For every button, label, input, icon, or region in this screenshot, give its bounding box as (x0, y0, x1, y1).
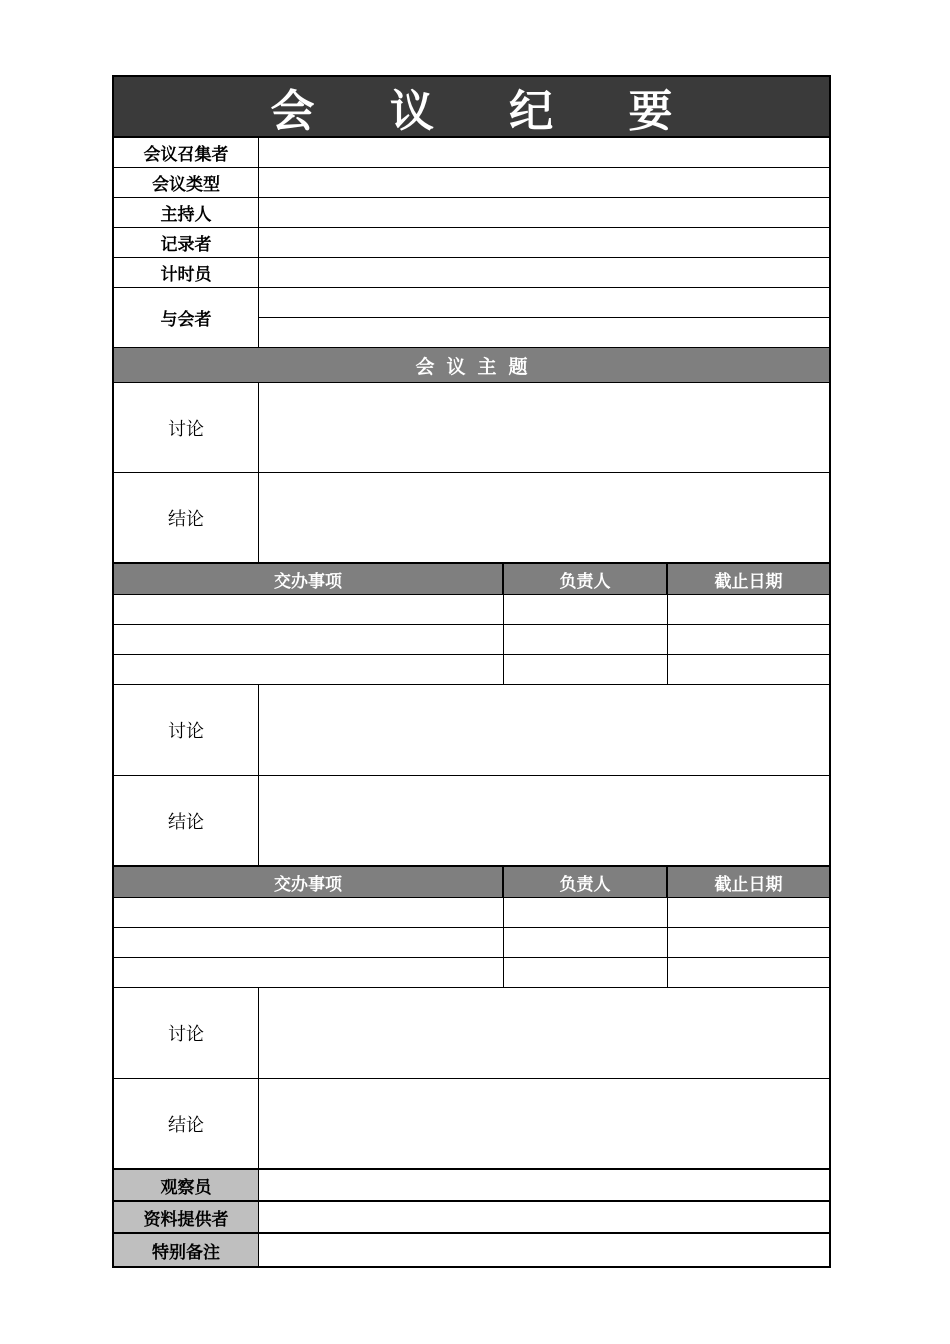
action-item-cell[interactable] (114, 958, 504, 987)
conclusion-field-2[interactable] (259, 776, 829, 865)
host-row (114, 198, 829, 228)
provider-field[interactable] (259, 1202, 829, 1232)
action-owner-cell[interactable] (504, 958, 668, 987)
action-deadline-cell[interactable] (668, 655, 829, 684)
table-row (114, 655, 829, 685)
table-row (114, 625, 829, 655)
action-item-cell[interactable] (114, 655, 504, 684)
conclusion-field-1[interactable] (259, 473, 829, 562)
discussion-row-1 (114, 382, 829, 473)
discussion-field-2[interactable] (259, 685, 829, 775)
conclusion-field-3[interactable] (259, 1079, 829, 1168)
col-owner-header: 负责人 (504, 564, 668, 594)
action-table-header-2 (114, 867, 829, 898)
notes-field[interactable] (259, 1234, 829, 1266)
col-item-header: 交办事项 (114, 867, 504, 897)
meeting-type-field[interactable] (259, 168, 829, 197)
attendees-field-2[interactable] (259, 318, 829, 347)
conclusion-row-2 (114, 776, 829, 867)
table-row (114, 928, 829, 958)
col-owner-header: 负责人 (504, 867, 668, 897)
attendees-field-1[interactable] (259, 288, 829, 318)
convener-row (114, 138, 829, 168)
provider-row (114, 1202, 829, 1234)
attendees-fields (259, 288, 829, 347)
action-deadline-cell[interactable] (668, 625, 829, 654)
form-title: 会 议 纪 要 (114, 77, 829, 138)
action-owner-cell[interactable] (504, 928, 668, 957)
host-label: 主持人 (114, 198, 259, 227)
col-deadline-header: 截止日期 (714, 874, 783, 895)
recorder-field[interactable] (259, 228, 829, 257)
host-field[interactable] (259, 198, 829, 227)
action-deadline-cell[interactable] (668, 958, 829, 987)
convener-label: 会议召集者 (114, 138, 259, 167)
discussion-row-3 (114, 988, 829, 1079)
discussion-row-2 (114, 685, 829, 776)
action-owner-cell[interactable] (504, 655, 668, 684)
meeting-type-label: 会议类型 (114, 168, 259, 197)
action-deadline-cell[interactable] (668, 928, 829, 957)
discussion-label-3: 讨论 (114, 988, 259, 1078)
discussion-label-2: 讨论 (114, 685, 259, 775)
recorder-label: 记录者 (114, 228, 259, 257)
meeting-minutes-form (112, 75, 831, 1268)
table-row (114, 898, 829, 928)
observer-field[interactable] (259, 1170, 829, 1200)
provider-label: 资料提供者 (114, 1202, 259, 1232)
action-item-cell[interactable] (114, 898, 504, 927)
action-table-header-1 (114, 564, 829, 595)
topic-header: 会议主题 (114, 348, 829, 382)
discussion-field-1[interactable] (259, 383, 829, 472)
col-deadline-header: 截止日期 (714, 571, 783, 592)
discussion-field-3[interactable] (259, 988, 829, 1078)
discussion-label-1: 讨论 (114, 383, 259, 472)
notes-row (114, 1234, 829, 1266)
observer-label: 观察员 (114, 1170, 259, 1200)
timekeeper-row (114, 258, 829, 288)
action-owner-cell[interactable] (504, 898, 668, 927)
action-item-cell[interactable] (114, 928, 504, 957)
conclusion-label-1: 结论 (114, 473, 259, 562)
conclusion-label-3: 结论 (114, 1079, 259, 1168)
table-row (114, 595, 829, 625)
notes-label: 特别备注 (114, 1234, 259, 1266)
action-owner-cell[interactable] (504, 625, 668, 654)
timekeeper-field[interactable] (259, 258, 829, 287)
action-item-cell[interactable] (114, 625, 504, 654)
recorder-row (114, 228, 829, 258)
action-owner-cell[interactable] (504, 595, 668, 624)
observer-row (114, 1170, 829, 1202)
conclusion-label-2: 结论 (114, 776, 259, 865)
table-row (114, 958, 829, 988)
action-item-cell[interactable] (114, 595, 504, 624)
meeting-type-row (114, 168, 829, 198)
timekeeper-label: 计时员 (114, 258, 259, 287)
action-deadline-cell[interactable] (668, 898, 829, 927)
col-item-header: 交办事项 (114, 564, 504, 594)
conclusion-row-1 (114, 473, 829, 564)
action-deadline-cell[interactable] (668, 595, 829, 624)
conclusion-row-3 (114, 1079, 829, 1170)
convener-field[interactable] (259, 138, 829, 167)
attendees-row (114, 288, 829, 348)
attendees-label: 与会者 (114, 288, 259, 347)
